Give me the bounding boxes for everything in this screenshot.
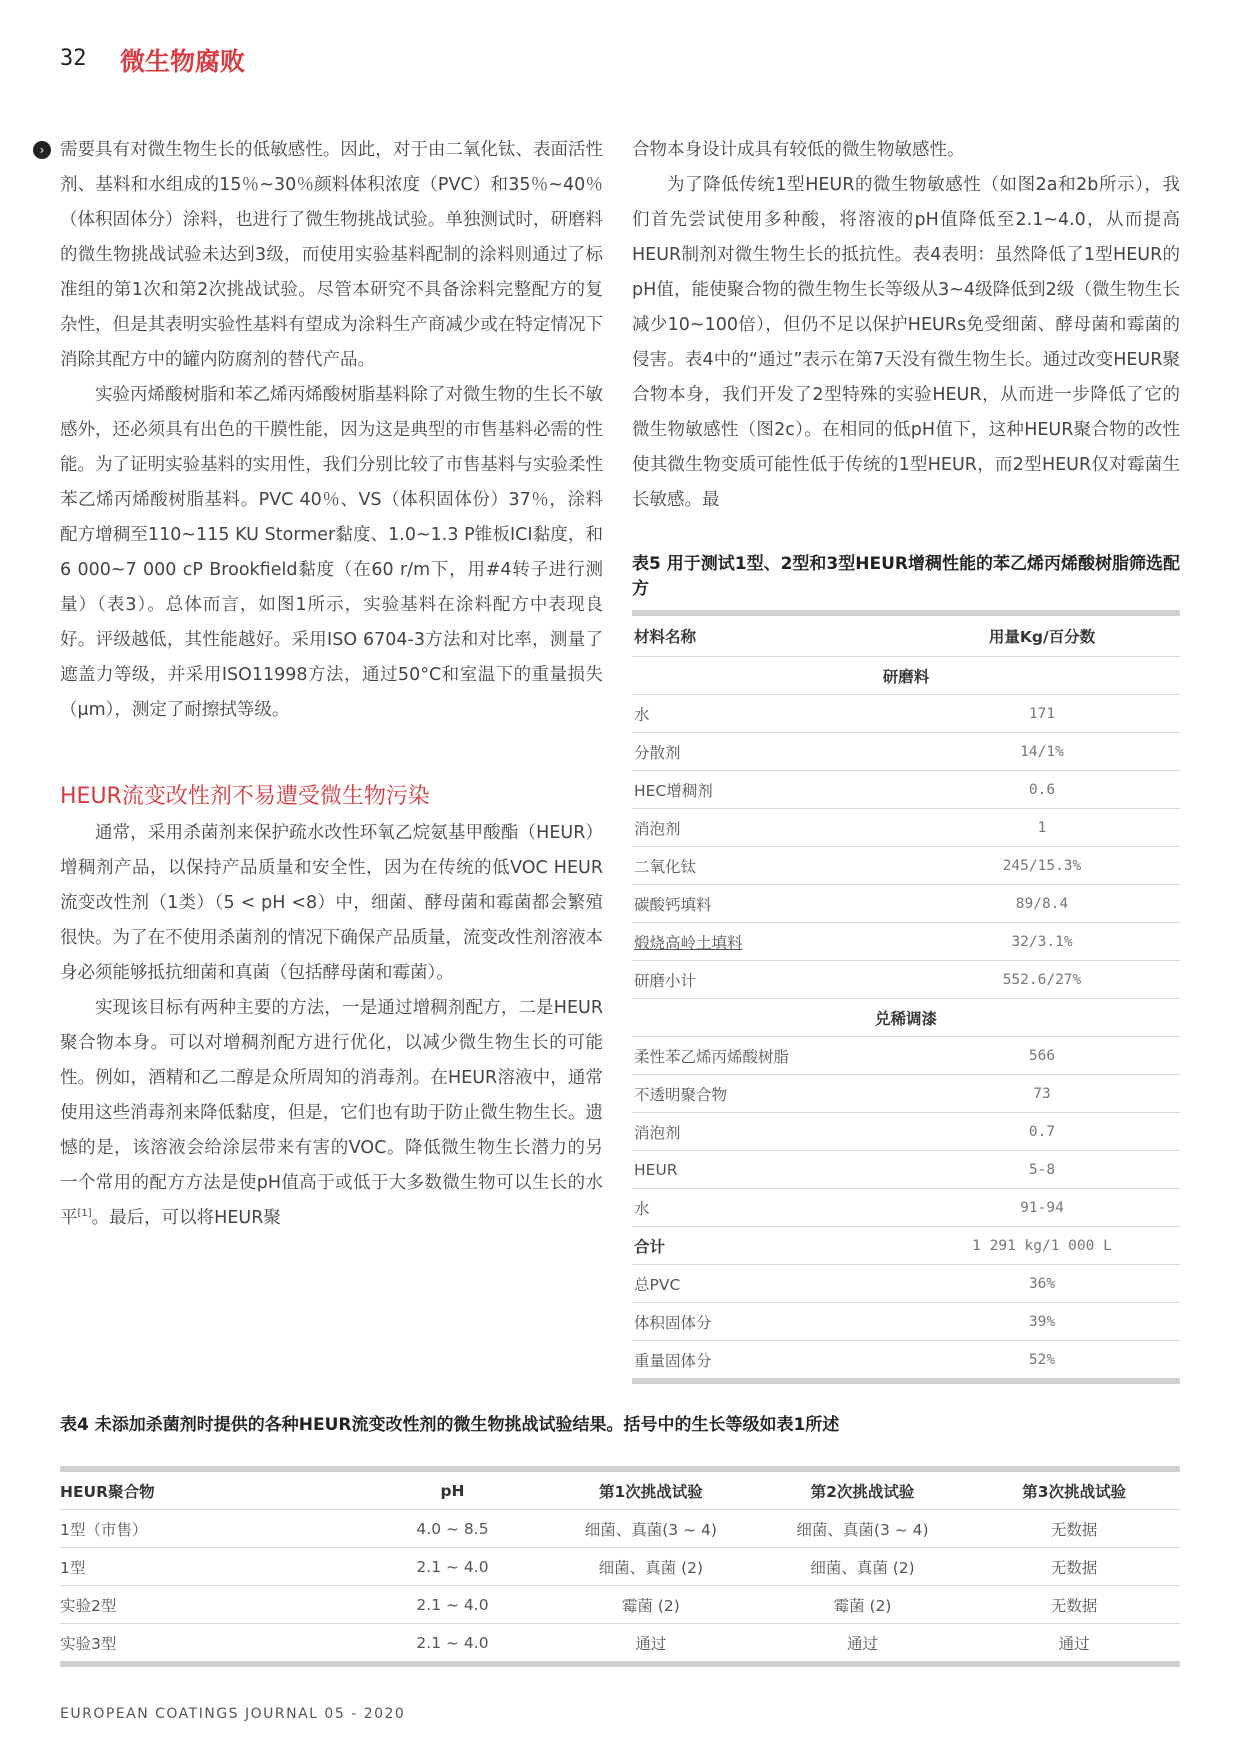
table-cell-name: 消泡剂 (634, 819, 681, 838)
column-header: 材料名称 (634, 628, 697, 646)
table-cell-value: 91-94 (1020, 1199, 1064, 1216)
table-cell: 细菌、真菌(3 ~ 4) (584, 1520, 717, 1539)
table-rule (632, 1378, 1180, 1384)
table-cell-name: 体积固体分 (634, 1313, 712, 1332)
section-title: 微生物腐败 (120, 47, 246, 76)
table-row (632, 961, 1180, 999)
table-cell-name: HEUR (634, 1160, 678, 1179)
table-cell-name: 不透明聚合物 (634, 1085, 728, 1104)
table-cell-value: 36% (1028, 1275, 1056, 1292)
table-row (632, 885, 1180, 923)
table-cell-value: 5-8 (1028, 1161, 1056, 1178)
column-header: HEUR聚合物 (60, 1482, 155, 1501)
table-cell-name: 合计 (634, 1237, 666, 1256)
table-cell-name: 消泡剂 (634, 1123, 681, 1142)
table-cell-name: 水 (634, 1199, 650, 1218)
table-cell: 1型（市售） (60, 1520, 148, 1539)
table-cell: 实验2型 (60, 1596, 117, 1615)
table-cell-value: 89/8.4 (1015, 895, 1069, 912)
table-row (632, 1037, 1180, 1075)
table-row (632, 809, 1180, 847)
table-row (60, 1548, 1180, 1586)
table-cell-value: 32/3.1% (1011, 933, 1073, 950)
column-header: pH (440, 1481, 465, 1500)
table-cell: 通过 (847, 1634, 879, 1653)
table-cell: 细菌、真菌 (2) (810, 1558, 915, 1577)
table-header-row (60, 1472, 1180, 1510)
table-cell: 实验3型 (60, 1634, 117, 1653)
table-row (632, 1113, 1180, 1151)
citation: [1] (77, 1208, 92, 1220)
table-row (632, 1303, 1180, 1341)
table-cell: 细菌、真菌 (2) (598, 1558, 704, 1577)
table-cell-value: 1 291 kg/1 000 L (972, 1237, 1112, 1254)
table-row (60, 1586, 1180, 1624)
table-cell: 无数据 (1050, 1520, 1098, 1539)
table-caption: 表4 未添加杀菌剂时提供的各种HEUR流变改性剂的微生物挑战试验结果。括号中的生长等级如表1所述 (60, 1415, 840, 1435)
table-cell-name: 分散剂 (634, 743, 681, 762)
table-cell-value: 245/15.3% (1002, 857, 1082, 874)
table-cell-value: 566 (1028, 1047, 1056, 1064)
table-cell-name: 水 (634, 705, 650, 724)
table-row (632, 1075, 1180, 1113)
paragraph: 需要具有对微生物生长的低敏感性。因此，对于由二氧化钛、表面活性剂、基料和水组成的15％~30％颜料体积浓度（PVC）和35％~40％（体积固体分）涂料，也进行了微生物挑战试验。单独测试时，研磨料的微生物挑战试验未达到3级，而使用实验基料配制的涂料则通过了标准组的第1次和第2次挑战试验。尽管本研究不具备涂料完整配方的复杂性，但是其表明实验性基料有望成为涂料生产商减少或在特定情况下消除其配方中的罐内防腐剂的替代产品。 (60, 140, 603, 370)
table-cell: 通过 (635, 1634, 667, 1653)
table-cell-name: 研磨小计 (634, 971, 697, 990)
table-cell-name: HEC增稠剂 (634, 781, 713, 800)
paragraph: 实验丙烯酸树脂和苯乙烯丙烯酸树脂基料除了对微生物的生长不敏感外，还必须具有出色的干膜性能，因为这是典型的市售基料必需的性能。为了证明实验基料的实用性，我们分别比较了市售基料与实验柔性苯乙烯丙烯酸树脂基料。PVC 40％、VS（体积固体份）37％，涂料配方增稠至110~115 KU Stormer黏度、1.0~1.3 P锥板ICI黏度，和6 000~7 000 cP Brookfield黏度（在60 r/m下，用#4转子进行测量）（表3）。总体而言，如图1所示，实验基料在涂料配方中表现良好。评级越低，其性能越好。采用ISO 6704-3方法和对比率，测量了遮盖力等级，并采用ISO11998方法，通过50°C和室温下的重量损失（μm），测定了耐擦拭等级。 (60, 385, 603, 720)
table-row (60, 1624, 1180, 1661)
table-cell: 通过 (1058, 1634, 1090, 1653)
table-5 (632, 552, 1180, 1384)
table-row (60, 1510, 1180, 1548)
table-cell-value: 14/1% (1020, 743, 1064, 760)
table-caption: 表5 用于测试1型、2型和3型HEUR增稠性能的苯乙烯丙烯酸树脂筛选配方 (632, 554, 1180, 599)
table-cell: 2.1 ~ 4.0 (416, 1595, 489, 1614)
table-cell-name: 柔性苯乙烯丙烯酸树脂 (634, 1047, 790, 1066)
table-header-row (632, 616, 1180, 657)
table-cell-name: 碳酸钙填料 (634, 895, 712, 914)
table-row (632, 1227, 1180, 1265)
table-rule (60, 1661, 1180, 1667)
table-row (632, 733, 1180, 771)
column-header: 第2次挑战试验 (810, 1482, 915, 1501)
table-cell: 霉菌 (2) (833, 1596, 892, 1615)
table-cell-name: 二氧化钛 (634, 857, 697, 876)
table-cell-value: 52% (1028, 1351, 1056, 1368)
table-cell-name: 重量固体分 (634, 1351, 712, 1370)
table-row (632, 1341, 1180, 1378)
table-group-row: 兑稀调漆 (632, 999, 1180, 1037)
table-cell: 无数据 (1050, 1596, 1098, 1615)
paragraph: 通常，采用杀菌剂来保护疏水改性环氧乙烷氨基甲酸酯（HEUR）增稠剂产品，以保持产品质量和安全性，因为在传统的低VOC HEUR流变改性剂（1类）（5 < pH <8）中，细菌、酵母菌和霉菌都会繁殖很快。为了在不使用杀菌剂的情况下确保产品质量，流变改性剂溶液本身必须能够抵抗细菌和真菌（包括酵母菌和霉菌）。 (60, 823, 603, 983)
paragraph: 合物本身设计成具有较低的微生物敏感性。 (632, 140, 965, 160)
journal-footer: EUROPEAN COATINGS JOURNAL 05 - 2020 (60, 1706, 406, 1722)
table-cell: 1型 (60, 1558, 86, 1577)
table-row (632, 695, 1180, 733)
subheading: HEUR流变改性剂不易遭受微生物污染 (60, 784, 430, 809)
table-group-row: 研磨料 (632, 657, 1180, 695)
table-cell: 霉菌 (2) (621, 1596, 680, 1615)
table-cell-name: 煅烧高岭土填料 (634, 933, 743, 952)
table-row (632, 771, 1180, 809)
table-row (632, 1189, 1180, 1227)
table-cell: 4.0 ~ 8.5 (416, 1519, 489, 1538)
table-cell-value: 0.6 (1028, 781, 1056, 798)
column-header: 第1次挑战试验 (598, 1482, 703, 1501)
page-number: 32 (60, 46, 87, 71)
paragraph (60, 991, 603, 1236)
table-row (632, 1265, 1180, 1303)
table-cell-value: 73 (1033, 1085, 1051, 1102)
paragraph-text: 。最后，可以将HEUR聚 (91, 1208, 281, 1228)
table-row (632, 847, 1180, 885)
left-column (60, 133, 603, 1236)
table-row (632, 923, 1180, 961)
table-cell-value: 39% (1028, 1313, 1056, 1330)
continue-arrow-icon: › (33, 141, 51, 159)
table-cell-value: 552.6/27% (1002, 971, 1082, 988)
table-cell: 无数据 (1050, 1558, 1098, 1577)
table-4 (60, 1413, 1180, 1667)
table-cell-value: 0.7 (1028, 1123, 1056, 1140)
table-cell: 2.1 ~ 4.0 (416, 1557, 489, 1576)
table-cell: 2.1 ~ 4.0 (416, 1633, 489, 1652)
table-row (632, 1151, 1180, 1189)
paragraph-text: 实现该目标有两种主要的方法，一是通过增稠剂配方，二是HEUR聚合物本身。可以对增稠剂配方进行优化，以减少微生物生长的可能性。例如，酒精和乙二醇是众所周知的消毒剂。在HEUR溶液中，通常使用这些消毒剂来降低黏度，但是，它们也有助于防止微生物生长。遗憾的是，该溶液会给涂层带来有害的VOC。降低微生物生长潜力的另一个常用的配方方法是使pH值高于或低于大多数微生物可以生长的水平 (60, 998, 603, 1228)
column-header: 用量Kg/百分数 (988, 628, 1096, 646)
right-column (632, 133, 1180, 518)
table-cell: 细菌、真菌(3 ~ 4) (796, 1520, 929, 1539)
table-cell-value: 1 (1037, 819, 1047, 836)
column-header: 第3次挑战试验 (1022, 1482, 1127, 1501)
table-cell-value: 171 (1028, 705, 1056, 722)
paragraph: 为了降低传统1型HEUR的微生物敏感性（如图2a和2b所示），我们首先尝试使用多种酸，将溶液的pH值降低至2.1~4.0，从而提高HEUR制剂对微生物生长的抵抗性。表4表明：虽然降低了1型HEUR的pH值，能使聚合物的微生物生长等级从3~4级降低到2级（微生物生长减少10~100倍），但仍不足以保护HEURs免受细菌、酵母菌和霉菌的侵害。表4中的“通过”表示在第7天没有微生物生长。通过改变HEUR聚合物本身，我们开发了2型特殊的实验HEUR，从而进一步降低了它的微生物敏感性（图2c）。在相同的低pH值下，这种HEUR聚合物的改性使其微生物变质可能性低于传统的1型HEUR，而2型HEUR仅对霉菌生长敏感。最 (632, 175, 1180, 510)
table-cell-name: 总PVC (634, 1275, 681, 1294)
